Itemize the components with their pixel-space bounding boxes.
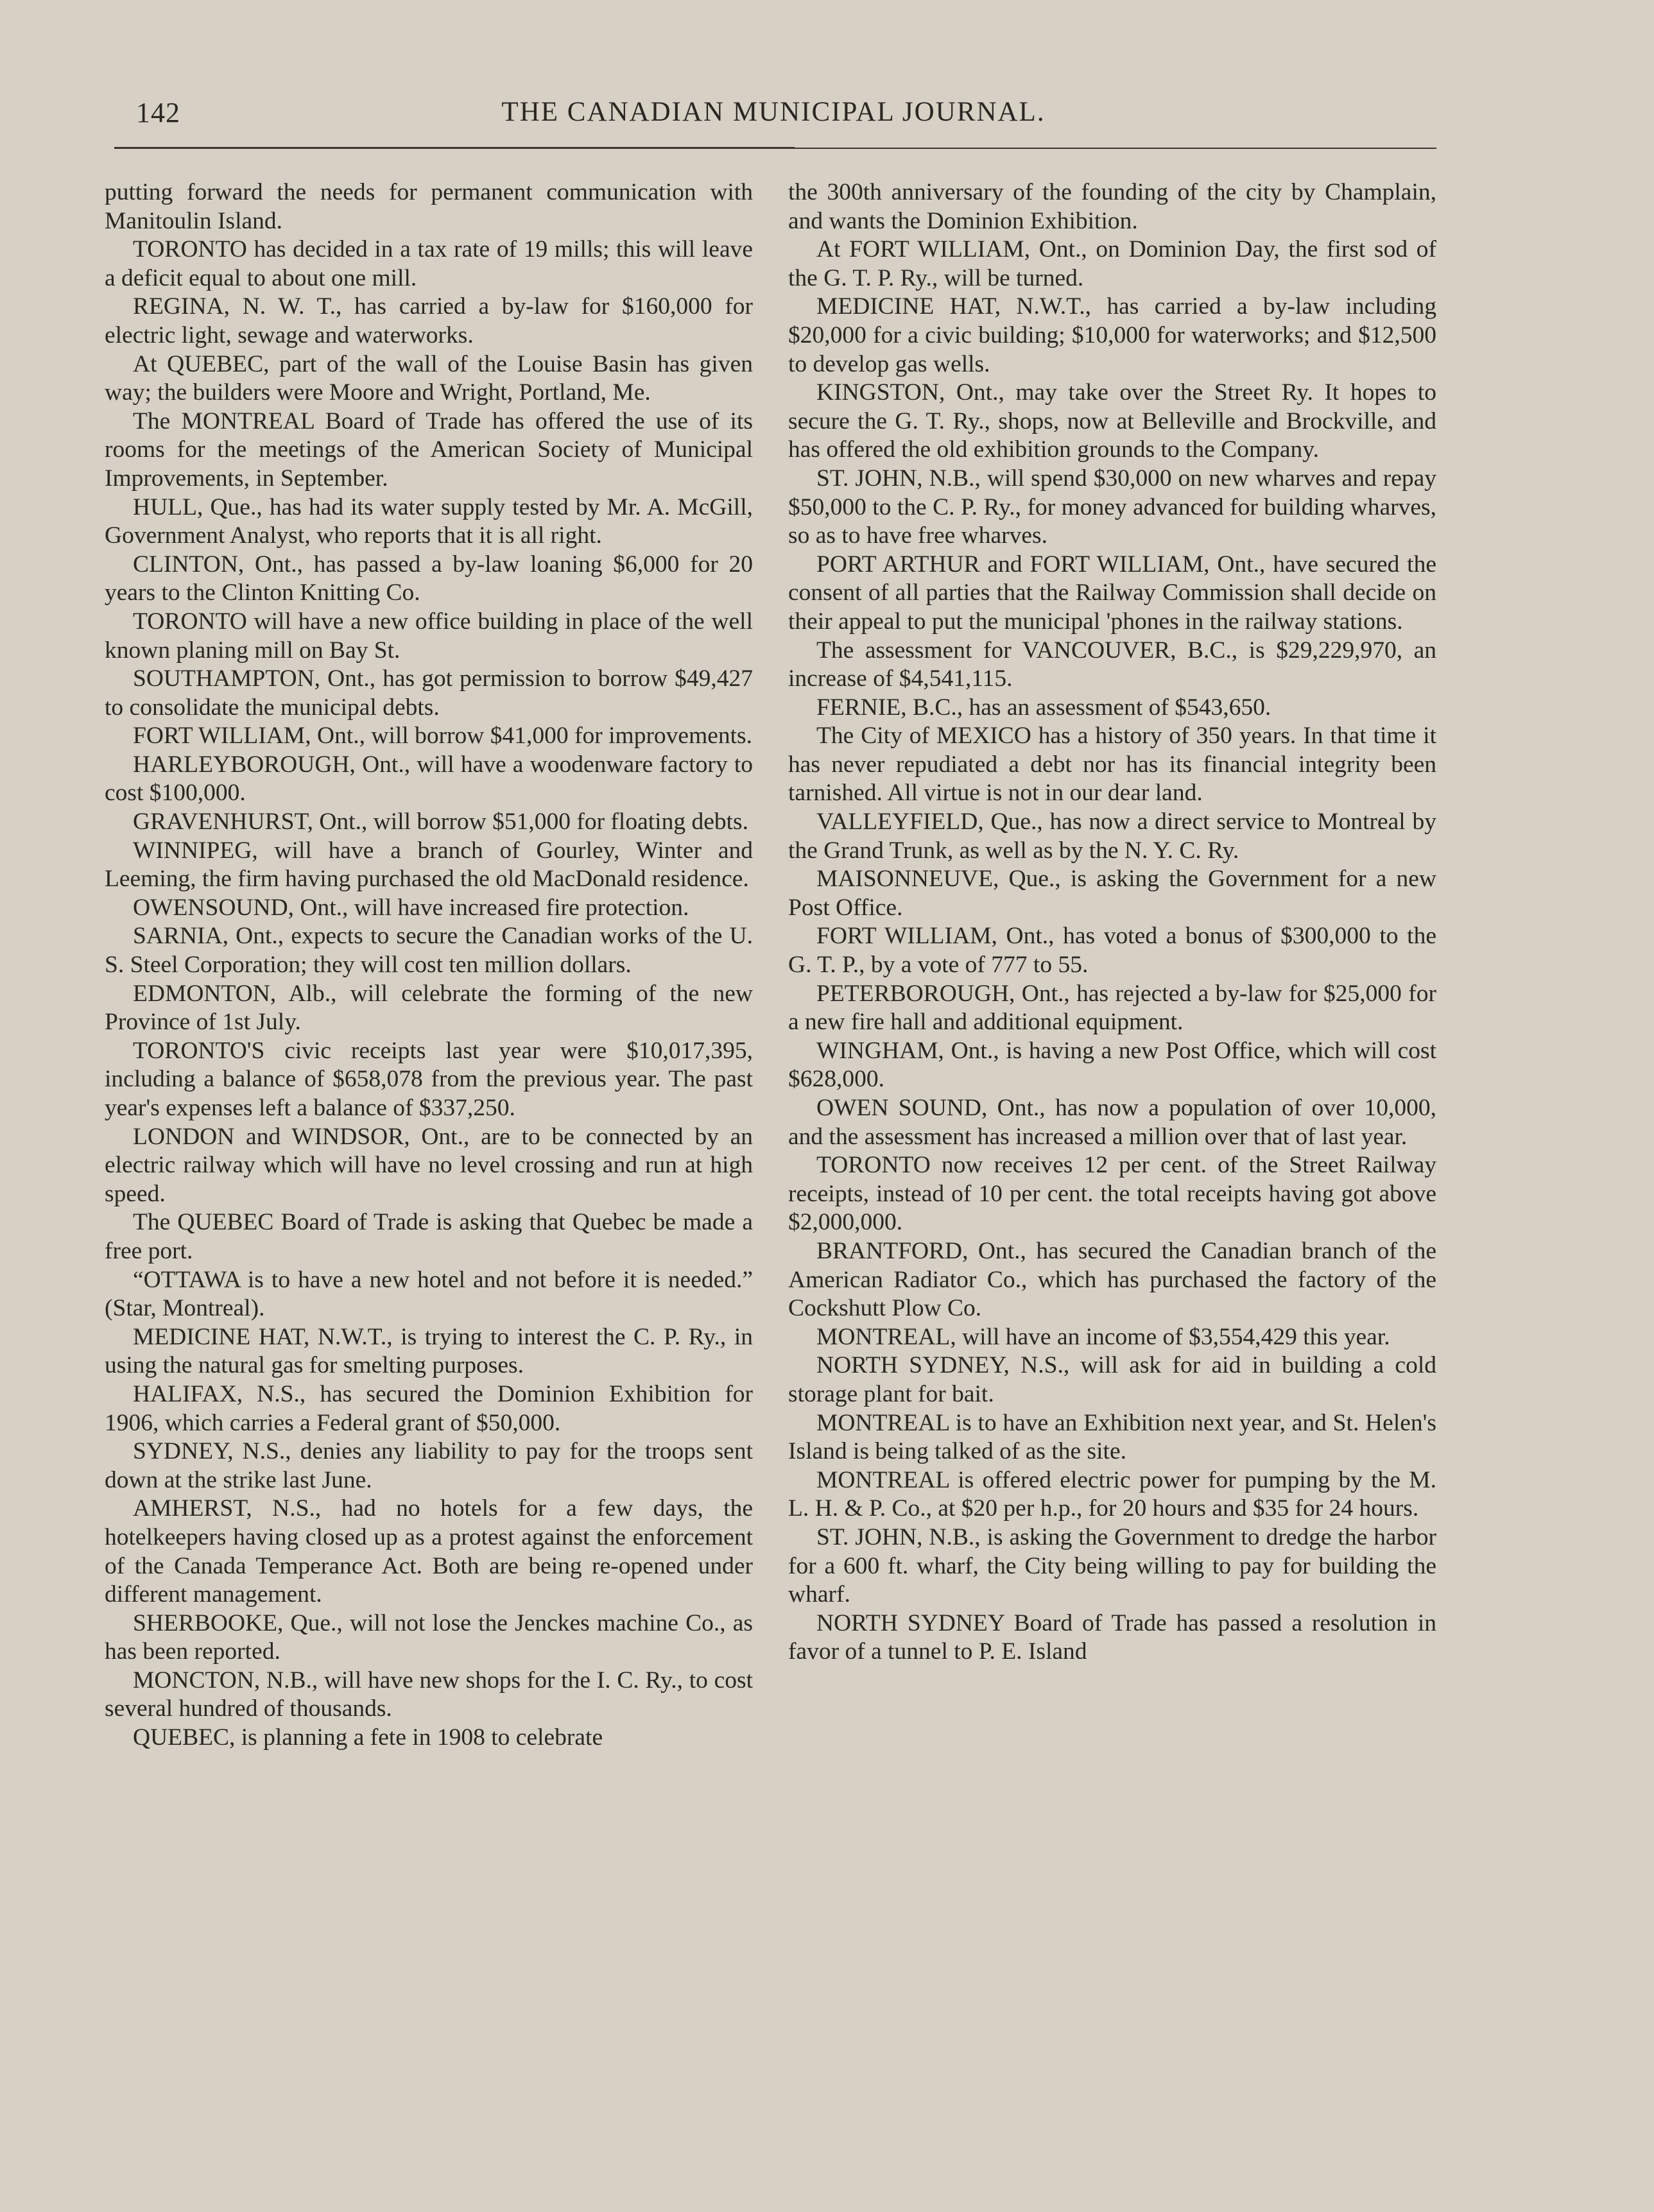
right-column [788,178,1436,1667]
news-item: At QUEBEC, part of the wall of the Louise Basin has given way; the builders were Moore and Wright, Portland, Me. [105,350,753,406]
news-item: PORT ARTHUR and FORT WILLIAM, Ont., have secured the consent of all parties that the Railway Commission shall decide on their appeal to put the municipal 'phones in the railway stations. [788,551,1436,635]
page-number: 142 [136,97,180,128]
news-item: TORONTO will have a new office building in place of the well known planing mill on Bay St. [105,608,753,664]
news-item: VALLEYFIELD, Que., has now a direct service to Montreal by the Grand Trunk, as well as by the N. Y. C. Ry. [788,809,1436,864]
news-item: TORONTO has decided in a tax rate of 19 mills; this will leave a deficit equal to about one mill. [105,236,753,291]
news-item: BRANTFORD, Ont., has secured the Canadian branch of the American Radiator Co., which has purchased the factory of the Cockshutt Plow Co. [788,1237,1436,1322]
news-item: FERNIE, B.C., has an assessment of $543,650. [816,694,1271,721]
news-item: NORTH SYDNEY Board of Trade has passed a resolution in favor of a tunnel to P. E. Island [788,1609,1436,1665]
news-item: FORT WILLIAM, Ont., has voted a bonus of $300,000 to the G. T. P., by a vote of 777 to 55. [788,923,1436,979]
news-item: AMHERST, N.S., had no hotels for a few days, the hotelkeepers having closed up as a protest against the enforcement of the Canada Temperance Act. Both are being re-opened under different management. [105,1495,753,1608]
news-item: WINGHAM, Ont., is having a new Post Office, which will cost $628,000. [788,1037,1436,1093]
news-item: MAISONNEUVE, Que., is asking the Government for a new Post Office. [788,866,1436,921]
news-item: TORONTO'S civic receipts last year were $10,017,395, including a balance of $658,078 from the previous year. The past year's expenses left a balance of $337,250. [105,1037,753,1121]
news-item: the 300th anniversary of the founding of the city by Champlain, and wants the Dominion Exhibition. [788,179,1436,234]
news-item: EDMONTON, Alb., will celebrate the forming of the new Province of 1st July. [105,980,753,1036]
news-item: MONTREAL is to have an Exhibition next year, and St. Helen's Island is being talked of as the site. [788,1409,1436,1465]
news-item: QUEBEC, is planning a fete in 1908 to celebrate [133,1724,603,1751]
news-item: The MONTREAL Board of Trade has offered the use of its rooms for the meetings of the American Society of Municipal Improvements, in September. [105,407,753,492]
news-item: putting forward the needs for permanent communication with Manitoulin Island. [105,179,753,234]
news-item: REGINA, N. W. T., has carried a by-law for $160,000 for electric light, sewage and waterworks. [105,293,753,348]
news-item: KINGSTON, Ont., may take over the Street Ry. It hopes to secure the G. T. Ry., shops, now at Belleville and Brockville, and has offered the old exhibition grounds to the Company. [788,379,1436,463]
page-header [109,96,1438,141]
news-item: “OTTAWA is to have a new hotel and not before it is needed.” (Star, Montreal). [105,1266,753,1322]
news-item: ST. JOHN, N.B., will spend $30,000 on new wharves and repay $50,000 to the C. P. Ry., for money advanced for building wharves, so as to have free wharves. [788,465,1436,549]
news-item: MEDICINE HAT, N.W.T., is trying to interest the C. P. Ry., in using the natural gas for smelting purposes. [105,1323,753,1379]
news-item: OWEN SOUND, Ont., has now a population of over 10,000, and the assessment has increased a million over that of last year. [788,1095,1436,1150]
left-column [105,178,753,1753]
news-item: The QUEBEC Board of Trade is asking that Quebec be made a free port. [105,1209,753,1264]
news-item: SHERBOOKE, Que., will not lose the Jenckes machine Co., as has been reported. [105,1609,753,1665]
news-item: LONDON and WINDSOR, Ont., are to be connected by an electric railway which will have no level crossing and run at high speed. [105,1123,753,1207]
news-item: TORONTO now receives 12 per cent. of the Street Railway receipts, instead of 10 per cent. the total receipts having got above $2,000,000. [788,1152,1436,1236]
news-item: CLINTON, Ont., has passed a by-law loaning $6,000 for 20 years to the Clinton Knitting Co. [105,551,753,606]
news-item: MONCTON, N.B., will have new shops for the I. C. Ry., to cost several hundred of thousands. [105,1667,753,1722]
news-item: MONTREAL, will have an income of $3,554,429 this year. [816,1323,1390,1350]
news-item: PETERBOROUGH, Ont., has rejected a by-law for $25,000 for a new fire hall and additional equipment. [788,980,1436,1036]
header-rule-left [114,147,795,149]
news-item: GRAVENHURST, Ont., will borrow $51,000 for floating debts. [133,809,748,836]
news-item: NORTH SYDNEY, N.S., will ask for aid in building a cold storage plant for bait. [788,1352,1436,1407]
news-item: ST. JOHN, N.B., is asking the Government to dredge the harbor for a 600 ft. wharf, the City being willing to pay for building the wharf. [788,1523,1436,1608]
header-rule-right [795,148,1436,149]
news-item: OWENSOUND, Ont., will have increased fire protection. [133,894,689,921]
news-item: The City of MEXICO has a history of 350 years. In that time it has never repudiated a debt nor has its financial integrity been tarnished. All virtue is not in our dear land. [788,723,1436,807]
news-item: WINNIPEG, will have a branch of Gourley, Winter and Leeming, the firm having purchased the old MacDonald residence. [105,837,753,893]
journal-title: THE CANADIAN MUNICIPAL JOURNAL. [501,97,1046,127]
news-item: SOUTHAMPTON, Ont., has got permission to borrow $49,427 to consolidate the municipal debts. [105,665,753,721]
news-item: MONTREAL is offered electric power for pumping by the M. L. H. & P. Co., at $20 per h.p., for 20 hours and $35 for 24 hours. [788,1466,1436,1522]
news-item: SYDNEY, N.S., denies any liability to pay for the troops sent down at the strike last June. [105,1438,753,1493]
news-item: HARLEYBOROUGH, Ont., will have a woodenware factory to cost $100,000. [105,751,753,807]
news-item: The assessment for VANCOUVER, B.C., is $29,229,970, an increase of $4,541,115. [788,637,1436,692]
news-item: HALIFAX, N.S., has secured the Dominion Exhibition for 1906, which carries a Federal grant of $50,000. [105,1380,753,1436]
news-item: At FORT WILLIAM, Ont., on Dominion Day, the first sod of the G. T. P. Ry., will be turned. [788,236,1436,291]
news-item: HULL, Que., has had its water supply tested by Mr. A. McGill, Government Analyst, who reports that it is all right. [105,493,753,549]
news-item: FORT WILLIAM, Ont., will borrow $41,000 for improvements. [133,723,753,750]
news-item: MEDICINE HAT, N.W.T., has carried a by-law including $20,000 for a civic building; $10,000 for waterworks; and $12,500 to develop gas wells. [788,293,1436,377]
news-item: SARNIA, Ont., expects to secure the Canadian works of the U. S. Steel Corporation; they will cost ten million dollars. [105,923,753,979]
